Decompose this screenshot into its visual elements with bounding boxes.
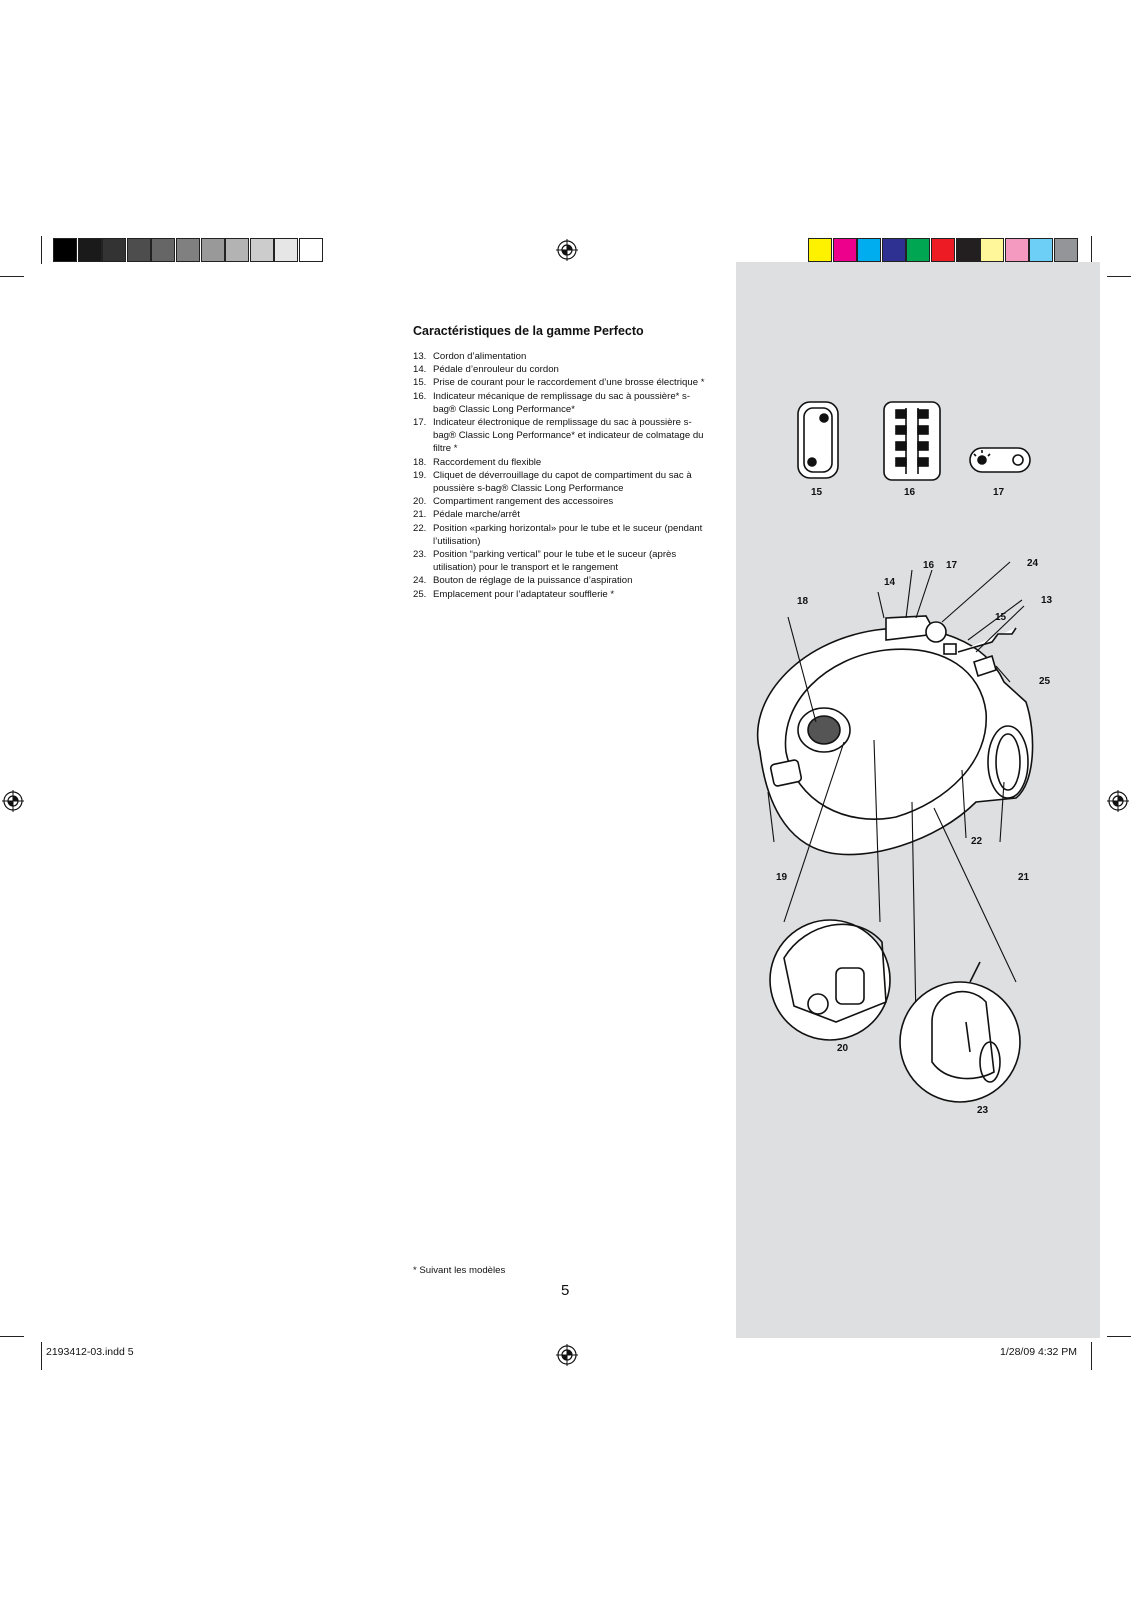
accessory-compartment-detail: [770, 920, 890, 1040]
color-swatch: [250, 238, 274, 262]
color-swatch: [151, 238, 175, 262]
color-swatch: [1054, 238, 1078, 262]
slug-timestamp: 1/28/09 4:32 PM: [1000, 1346, 1078, 1358]
callout-22: 22: [971, 836, 983, 847]
feature-number: 15.: [413, 377, 427, 389]
color-swatch: [882, 238, 906, 262]
feature-item: [413, 495, 713, 508]
callout-15: 15: [995, 612, 1007, 623]
crop-mark: [1107, 276, 1131, 277]
feature-item: [413, 574, 713, 587]
feature-number: 14.: [413, 364, 427, 376]
color-swatch: [299, 238, 323, 262]
registration-mark-icon: [556, 239, 578, 261]
color-swatch: [201, 238, 225, 262]
color-swatch: [274, 238, 298, 262]
color-swatch: [833, 238, 857, 262]
feature-text: Position “parking vertical” pour le tube et le suceur (après utilisation) pour le transport et le rangement: [433, 549, 677, 574]
callout-21: 21: [1018, 872, 1030, 883]
crop-mark: [0, 1336, 24, 1337]
color-swatch: [1005, 238, 1029, 262]
color-swatch: [127, 238, 151, 262]
feature-text: Bouton de réglage de la puissance d’aspiration: [433, 575, 633, 587]
callout-19: 19: [776, 872, 788, 883]
color-swatch: [857, 238, 881, 262]
feature-item: [413, 548, 713, 574]
feature-text: Indicateur électronique de remplissage du sac à poussière s-bag® Classic Long Performance* et indicateur de colmatage du filtre *: [433, 417, 704, 455]
feature-text: Position «parking horizontal» pour le tube et le suceur (pendant l’utilisation): [433, 522, 703, 547]
feature-number: 13.: [413, 351, 427, 362]
feature-number: 16.: [413, 390, 427, 402]
electronic-indicator-icon: [970, 448, 1030, 472]
vacuum-illustration: [736, 262, 1100, 1162]
callout-18: 18: [797, 596, 809, 607]
callout-23: 23: [977, 1105, 989, 1116]
callout-14: 14: [884, 577, 896, 588]
crop-mark: [41, 1342, 42, 1370]
registration-mark-icon: [1107, 790, 1129, 812]
vertical-parking-detail: [900, 962, 1020, 1102]
feature-item: [413, 363, 713, 376]
feature-item: [413, 350, 713, 363]
feature-number: 24.: [413, 575, 427, 587]
feature-number: 18.: [413, 456, 427, 468]
callout-17: 17: [993, 487, 1005, 498]
feature-item: [413, 469, 713, 495]
color-swatch: [808, 238, 832, 262]
feature-item: [413, 390, 713, 416]
slug-filename: 2193412-03.indd 5: [46, 1346, 134, 1358]
feature-text: Prise de courant pour le raccordement d’une brosse électrique *: [433, 377, 705, 389]
feature-item: [413, 416, 713, 456]
feature-text: Cliquet de déverrouillage du capot de compartiment du sac à poussière s-bag® Classic Long Performance: [433, 469, 692, 495]
mechanical-indicator-icon: [884, 402, 940, 480]
callout-17: 17: [946, 560, 958, 571]
section-title: Caractéristiques de la gamme Perfecto: [413, 324, 644, 338]
feature-text: Indicateur mécanique de remplissage du sac à poussière* s-bag® Classic Long Performance*: [433, 390, 691, 415]
callout-24: 24: [1027, 558, 1039, 569]
feature-number: 22.: [413, 522, 427, 534]
callout-16: 16: [923, 560, 935, 571]
feature-item: [413, 588, 713, 601]
feature-number: 17.: [413, 417, 427, 429]
registration-mark-icon: [556, 1344, 578, 1366]
feature-text: Emplacement pour l’adaptateur soufflerie *: [433, 588, 615, 600]
feature-item: [413, 376, 713, 389]
feature-item: [413, 456, 713, 469]
callout-13: 13: [1041, 595, 1053, 606]
color-swatch: [980, 238, 1004, 262]
color-swatch: [176, 238, 200, 262]
callout-25: 25: [1039, 676, 1051, 687]
feature-number: 25.: [413, 588, 427, 600]
color-swatch: [956, 238, 980, 262]
feature-text: Raccordement du flexible: [433, 456, 542, 468]
crop-mark: [41, 236, 42, 264]
callout-16: 16: [904, 487, 916, 498]
feature-text: Pédale d’enrouleur du cordon: [433, 364, 559, 376]
color-swatch: [1029, 238, 1053, 262]
callout-20: 20: [837, 1043, 849, 1054]
registration-mark-icon: [2, 790, 24, 812]
color-swatch: [78, 238, 102, 262]
color-swatch: [102, 238, 126, 262]
color-swatch: [931, 238, 955, 262]
feature-text: Pédale marche/arrêt: [433, 509, 520, 521]
feature-text: Cordon d’alimentation: [433, 351, 527, 362]
power-socket-icon: [798, 402, 838, 478]
color-swatch: [906, 238, 930, 262]
crop-mark: [1091, 1342, 1092, 1370]
crop-mark: [1091, 236, 1092, 264]
feature-number: 21.: [413, 509, 427, 521]
feature-item: [413, 508, 713, 521]
vacuum-body: [758, 616, 1033, 855]
feature-number: 19.: [413, 469, 427, 481]
crop-mark: [1107, 1336, 1131, 1337]
crop-mark: [0, 276, 24, 277]
feature-number: 20.: [413, 496, 427, 508]
feature-text: Compartiment rangement des accessoires: [433, 496, 614, 508]
color-swatch: [53, 238, 77, 262]
callout-15: 15: [811, 487, 823, 498]
feature-number: 23.: [413, 549, 427, 561]
footnote: * Suivant les modèles: [413, 1265, 506, 1276]
page-number: 5: [561, 1282, 570, 1299]
feature-list: [413, 350, 713, 601]
color-swatch: [225, 238, 249, 262]
feature-item: [413, 522, 713, 548]
